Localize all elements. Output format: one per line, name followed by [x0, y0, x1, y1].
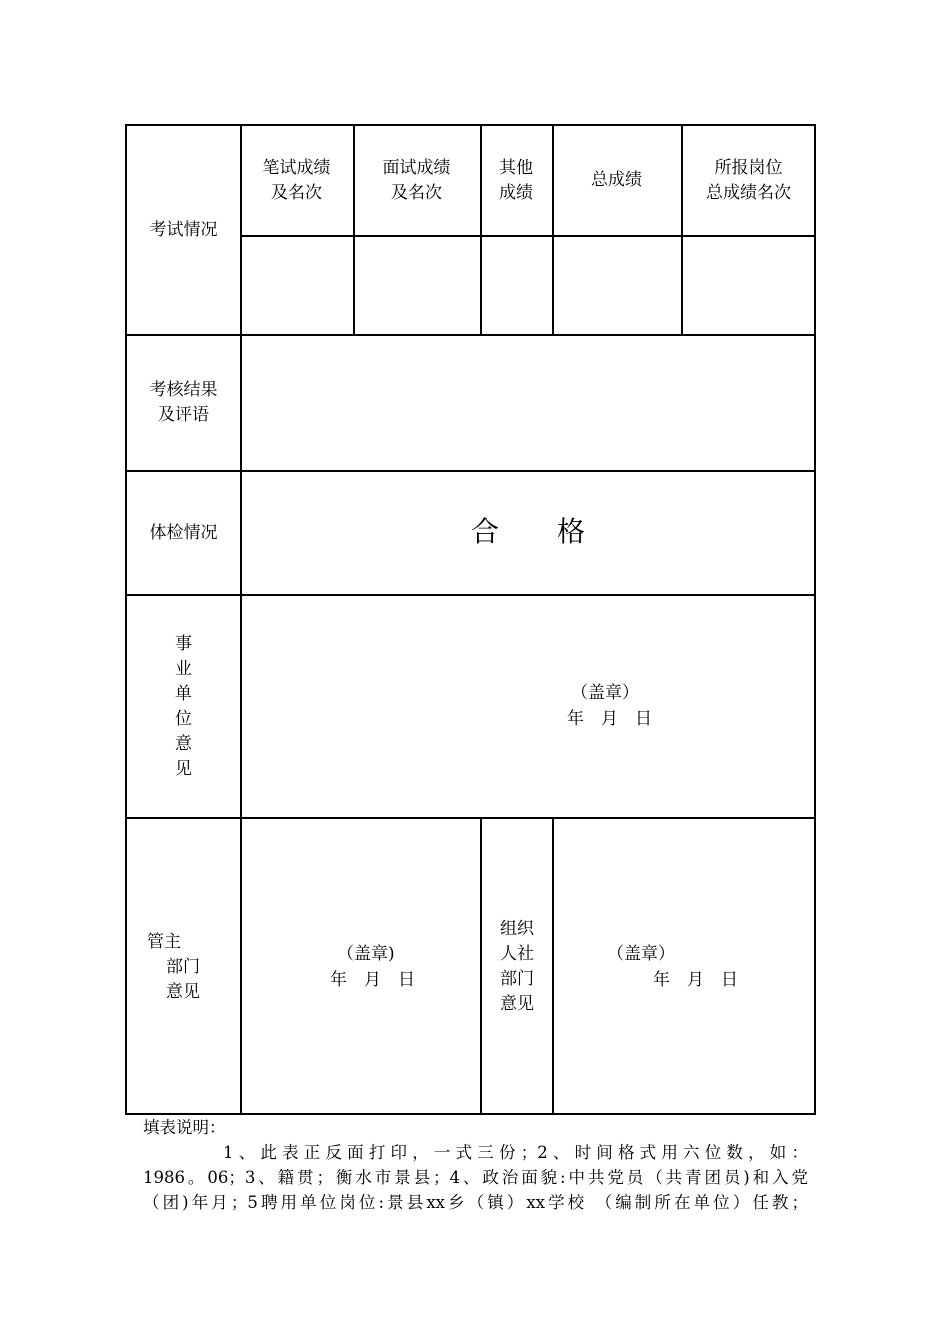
- instructions-title: 填表说明：: [143, 1118, 226, 1137]
- hr-label-line: 组织: [500, 919, 534, 939]
- position-rank-header: [681, 156, 816, 206]
- unit-opinion-char: 位: [175, 709, 192, 729]
- unit-opinion-char: 事: [175, 634, 192, 654]
- total-score-header: [552, 168, 681, 193]
- row-divider: [127, 817, 816, 819]
- assessment-label: [127, 378, 240, 428]
- dept-seal: （盖章): [337, 944, 395, 964]
- physical-label: 体检情况: [149, 523, 218, 543]
- other-score-header-line1: 其他: [499, 158, 533, 178]
- dept-label-line1: 管主: [147, 932, 181, 952]
- other-score-header: [480, 156, 552, 206]
- dept-date: 年 月 日: [330, 970, 415, 990]
- unit-date: 年 月 日: [567, 709, 652, 729]
- position-rank-header-line2: 总成绩名次: [706, 183, 791, 203]
- total-score-header-line1: 总成绩: [591, 170, 642, 190]
- row-divider: [127, 470, 816, 472]
- instructions-line: 1986。06；3、籍贯；衡水市景县；4、政治面貌:中共党员（共青团员)和入党: [143, 1168, 808, 1187]
- interview-score-header: [353, 156, 480, 206]
- row-divider: [127, 594, 816, 596]
- written-score-header-line1: 笔试成绩: [262, 158, 331, 178]
- instructions-line: 1、此表正反面打印，一式三份；2、时间格式用六位数，如：: [223, 1143, 808, 1162]
- hr-date: 年 月 日: [653, 970, 738, 990]
- interview-score-header-line2: 及名次: [391, 183, 442, 203]
- instructions-line: （团)年月；5聘用单位岗位:景县xx乡（镇）xx学校 （编制所在单位）任教；: [143, 1193, 808, 1212]
- hr-label-line: 意见: [500, 994, 534, 1014]
- dept-label-line3: 意见: [166, 982, 200, 1002]
- hr-label-line: 人社: [500, 944, 534, 964]
- dept-label-line2: 部门: [166, 957, 200, 977]
- interview-score-header-line1: 面试成绩: [382, 158, 451, 178]
- unit-opinion-char: 见: [175, 759, 192, 779]
- physical-result-char2: 格: [557, 515, 586, 548]
- written-score-header-line2: 及名次: [271, 183, 322, 203]
- unit-opinion-char: 业: [175, 659, 192, 679]
- total-score-cell[interactable]: [554, 237, 680, 333]
- other-score-header-line2: 成绩: [499, 183, 533, 203]
- assessment-cell[interactable]: [242, 336, 815, 469]
- assessment-label-line1: 考核结果: [149, 380, 218, 400]
- physical-result-char1: 合: [471, 515, 500, 548]
- hr-label-line: 部门: [500, 969, 534, 989]
- unit-opinion-char: 意: [175, 734, 192, 754]
- hr-seal: （盖章）: [607, 944, 675, 964]
- written-score-header: [240, 156, 353, 206]
- dept-label: [147, 930, 200, 1005]
- exam-row-label: 考试情况: [149, 220, 218, 240]
- unit-opinion-label: [127, 632, 240, 782]
- written-score-cell[interactable]: [242, 237, 352, 333]
- interview-score-cell[interactable]: [355, 237, 479, 333]
- position-rank-header-line1: 所报岗位: [714, 158, 783, 178]
- hr-label: [482, 917, 552, 1017]
- unit-seal: （盖章）: [571, 683, 639, 703]
- column-divider: [552, 817, 554, 1115]
- form-instructions: [143, 1115, 808, 1215]
- recruitment-form-table: [125, 124, 816, 1115]
- position-rank-cell[interactable]: [683, 237, 815, 333]
- other-score-cell[interactable]: [482, 237, 551, 333]
- unit-opinion-char: 单: [175, 684, 192, 704]
- assessment-label-line2: 及评语: [158, 405, 209, 425]
